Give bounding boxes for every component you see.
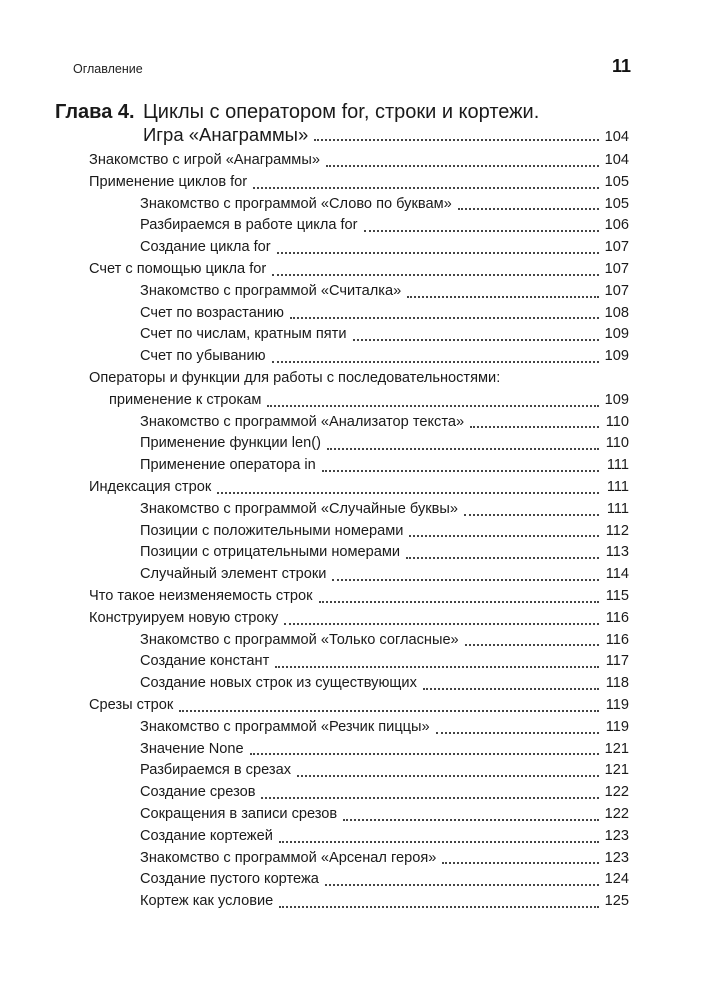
toc-entry-title: Создание новых строк из существующих — [140, 673, 419, 695]
toc-entry-page: 119 — [605, 718, 629, 735]
toc-entry-title: Конструируем новую строку — [89, 608, 280, 630]
toc-entry[interactable] — [89, 412, 629, 434]
toc-entry[interactable] — [89, 804, 629, 826]
toc-entry-title: Применение функции len() — [140, 433, 323, 455]
toc-entry-page: 110 — [605, 435, 629, 452]
toc-entry-page: 106 — [604, 217, 629, 234]
toc-entry-title: Счет по возрастанию — [140, 303, 286, 325]
toc-entry-page: 107 — [604, 260, 629, 277]
toc-entry-page: 115 — [605, 587, 629, 604]
toc-entry[interactable] — [89, 346, 629, 368]
toc-entry-page: 105 — [604, 173, 629, 190]
chapter-heading — [55, 100, 629, 148]
toc-entry-page: 109 — [604, 326, 629, 343]
leader-dots — [179, 704, 599, 714]
toc-entry[interactable] — [89, 651, 629, 673]
leader-dots — [325, 878, 599, 888]
leader-dots — [327, 442, 599, 452]
toc-entry[interactable] — [89, 194, 629, 216]
leader-dots — [253, 181, 599, 191]
toc-entry-page: 118 — [605, 675, 629, 692]
toc-entry-page: 121 — [604, 762, 629, 779]
toc-entry-page: 122 — [604, 805, 629, 822]
toc-entry-title: Знакомство с программой «Считалка» — [140, 281, 403, 303]
toc-entry-title: Создание кортежей — [140, 826, 275, 848]
running-header-title: Оглавление — [73, 62, 143, 76]
toc-entry[interactable] — [89, 608, 629, 630]
toc-entry-page: 111 — [606, 478, 629, 495]
toc-entry-page: 104 — [604, 152, 629, 168]
toc-entry[interactable] — [89, 215, 629, 237]
leader-dots — [423, 682, 599, 692]
toc-entry-page: 123 — [604, 849, 629, 866]
toc-entry-title: Значение None — [140, 739, 246, 761]
leader-dots — [275, 660, 599, 670]
toc-entry-title: Знакомство с программой «Слово по буквам» — [140, 194, 454, 216]
toc-entry[interactable] — [89, 172, 629, 194]
toc-entry-title: Создание цикла for — [140, 237, 273, 259]
toc-entry-page: 109 — [604, 348, 629, 365]
toc-entry-title: Знакомство с программой «Арсенал героя» — [140, 848, 438, 870]
leader-dots — [458, 202, 599, 212]
leader-dots — [272, 268, 599, 278]
toc-entry[interactable] — [89, 760, 629, 782]
toc-entry-title: Что такое неизменяемость строк — [89, 586, 315, 608]
toc-entry-page: 119 — [605, 696, 629, 713]
toc-entry[interactable] — [89, 848, 629, 870]
leader-dots — [436, 726, 599, 736]
toc-entry-page: 105 — [604, 195, 629, 212]
toc-entry-page: 121 — [604, 740, 629, 757]
toc-entry-title: Создание пустого кортежа — [140, 869, 321, 891]
toc-entry[interactable] — [89, 433, 629, 455]
toc-entry-page: 114 — [605, 566, 629, 583]
toc-entry-title: Срезы строк — [89, 695, 175, 717]
leader-dots — [267, 399, 599, 409]
toc-entry[interactable] — [89, 324, 629, 346]
leader-dots — [332, 573, 599, 583]
toc-entry-page: 125 — [604, 893, 629, 910]
leader-dots — [406, 551, 599, 561]
toc-entry[interactable] — [89, 695, 629, 717]
leader-dots — [261, 791, 599, 801]
toc-entry-title: Разбираемся в срезах — [140, 760, 293, 782]
leader-dots — [319, 595, 599, 605]
toc-entry[interactable] — [89, 455, 629, 477]
toc-entry[interactable] — [89, 259, 629, 281]
leader-dots — [290, 311, 599, 321]
leader-dots — [217, 486, 599, 496]
toc-entry[interactable] — [89, 542, 629, 564]
toc-entry-page: 113 — [605, 544, 629, 561]
toc-entry-page: 111 — [606, 457, 629, 474]
toc-entry-page: 116 — [605, 609, 629, 626]
leader-dots — [314, 133, 599, 143]
toc-entry-page: 107 — [604, 282, 629, 299]
toc-entry-title: Знакомство с игрой «Анаграммы» — [89, 150, 322, 172]
toc-entry-title: Счет по числам, кратным пяти — [140, 324, 349, 346]
toc-entry-page: 108 — [604, 304, 629, 321]
chapter-page: 104 — [604, 129, 629, 145]
toc-entry[interactable] — [89, 150, 629, 172]
toc-entries — [89, 150, 629, 913]
toc-entry-page: 116 — [605, 631, 629, 648]
toc-entry-page: 124 — [604, 871, 629, 888]
toc-entry[interactable] — [89, 673, 629, 695]
chapter-title-line1: Циклы с оператором for, строки и кортежи. — [143, 101, 540, 123]
toc-entry-title: Позиции с положительными номерами — [140, 521, 405, 543]
toc-entry-title: Сокращения в записи срезов — [140, 804, 339, 826]
toc-entry[interactable] — [89, 564, 629, 586]
toc-entry-page: 110 — [605, 413, 629, 430]
leader-dots — [470, 420, 599, 430]
leader-dots — [284, 617, 599, 627]
toc-entry-page: 111 — [606, 500, 629, 517]
toc-entry-page: 122 — [604, 784, 629, 801]
toc-entry-title: Создание срезов — [140, 782, 257, 804]
toc-entry[interactable] — [89, 826, 629, 848]
leader-dots — [353, 333, 599, 343]
toc-entry-line[interactable]: Операторы и функции для работы с последовательностями: — [89, 369, 501, 386]
toc-entry-title: Позиции с отрицательными номерами — [140, 542, 402, 564]
toc-entry[interactable] — [89, 303, 629, 325]
leader-dots — [322, 464, 599, 474]
chapter-title-line2: Игра «Анаграммы» — [143, 124, 309, 145]
leader-dots — [407, 290, 599, 300]
toc-entry[interactable] — [89, 521, 629, 543]
toc-entry[interactable] — [89, 782, 629, 804]
toc-entry-title: Индексация строк — [89, 477, 213, 499]
leader-dots — [250, 747, 599, 757]
toc-entry-title: Применение оператора in — [140, 455, 318, 477]
leader-dots — [279, 900, 599, 910]
leader-dots — [409, 529, 599, 539]
toc-entry[interactable] — [89, 739, 629, 761]
leader-dots — [343, 813, 599, 823]
toc-entry-page: 123 — [604, 827, 629, 844]
toc-entry[interactable] — [89, 869, 629, 891]
leader-dots — [272, 355, 599, 365]
leader-dots — [364, 224, 599, 234]
toc-entry-title: Знакомство с программой «Анализатор текста» — [140, 412, 466, 434]
toc-entry-title: применение к строкам — [109, 390, 263, 412]
toc-entry[interactable] — [89, 586, 629, 608]
toc-entry[interactable] — [89, 891, 629, 913]
toc-entry-title: Случайный элемент строки — [140, 564, 328, 586]
chapter-label: Глава 4. — [55, 101, 135, 123]
toc-entry-page: 109 — [604, 391, 629, 408]
toc-entry-title: Счет по убыванию — [140, 346, 268, 368]
toc-entry-page: 112 — [605, 522, 629, 539]
leader-dots — [326, 159, 599, 169]
toc-entry-title: Знакомство с программой «Только согласные» — [140, 630, 461, 652]
toc-entry-title: Счет с помощью цикла for — [89, 259, 268, 281]
toc-entry-title: Знакомство с программой «Случайные буквы» — [140, 499, 460, 521]
leader-dots — [464, 508, 599, 518]
toc-entry[interactable] — [89, 477, 629, 499]
toc-entry[interactable] — [89, 237, 629, 259]
leader-dots — [277, 246, 599, 256]
toc-entry-title: Разбираемся в работе цикла for — [140, 215, 360, 237]
leader-dots — [279, 835, 599, 845]
toc-entry-page: 107 — [604, 239, 629, 256]
toc-entry[interactable] — [89, 717, 629, 739]
toc-entry[interactable] — [89, 281, 629, 303]
toc-entry-page: 117 — [605, 653, 629, 670]
leader-dots — [297, 769, 599, 779]
toc-entry-title: Кортеж как условие — [140, 891, 275, 913]
toc-entry[interactable] — [89, 499, 629, 521]
page-number: 11 — [611, 56, 631, 76]
toc-entry[interactable] — [89, 630, 629, 652]
toc-entry-title: Создание констант — [140, 651, 271, 673]
toc-entry-title: Знакомство с программой «Резчик пиццы» — [140, 717, 432, 739]
chapter-title-row[interactable] — [143, 124, 629, 146]
leader-dots — [442, 856, 599, 866]
toc-entry[interactable] — [89, 390, 629, 412]
leader-dots — [465, 638, 599, 648]
toc-entry-title: Применение циклов for — [89, 172, 249, 194]
